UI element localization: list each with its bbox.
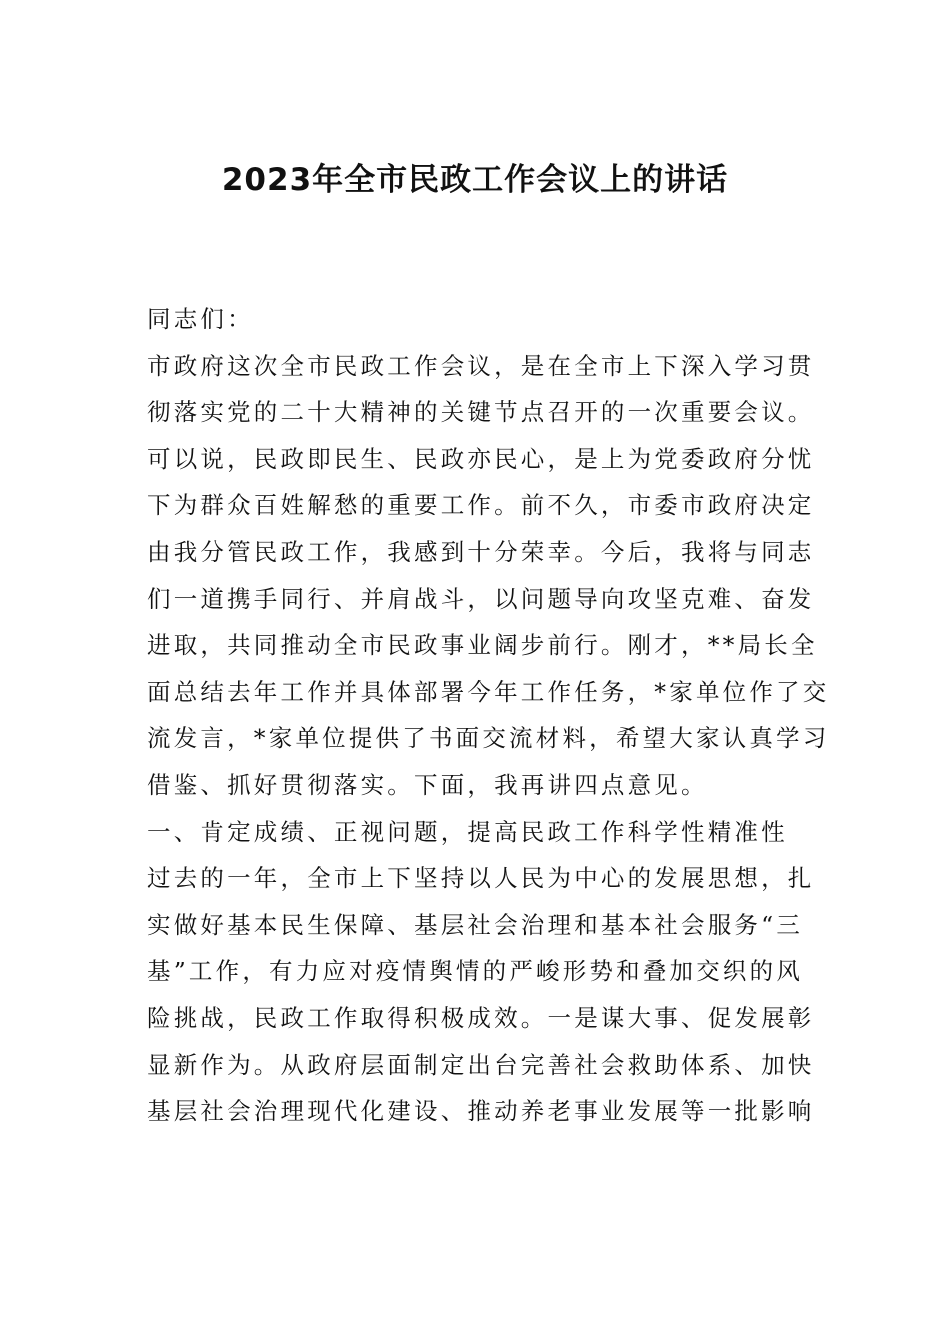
body-line: 过去的一年，全市上下坚持以人民为中心的发展思想，扎	[147, 864, 815, 893]
body-line: 借鉴、抓好贯彻落实。下面，我再讲四点意见。	[147, 770, 708, 799]
body-line: 基层社会治理现代化建设、推动养老事业发展等一批影响	[147, 1097, 815, 1126]
body-line: 面总结去年工作并具体部署今年工作任务，*家单位作了交	[147, 677, 830, 706]
body-line: 流发言，*家单位提供了书面交流材料，希望大家认真学习	[147, 724, 830, 753]
body-line: 们一道携手同行、并肩战斗，以问题导向攻坚克难、奋发	[147, 584, 815, 613]
body-line: 可以说，民政即民生、民政亦民心，是上为党委政府分忧	[147, 444, 815, 473]
body-line: 险挑战，民政工作取得积极成效。一是谋大事、促发展彰	[147, 1003, 815, 1032]
body-line: 基”工作，有力应对疫情舆情的严峻形势和叠加交织的风	[147, 957, 804, 986]
body-line: 由我分管民政工作，我感到十分荣幸。今后，我将与同志	[147, 537, 815, 566]
body-line: 进取，共同推动全市民政事业阔步前行。刚才，**局长全	[147, 631, 818, 660]
section-heading-line: 一、肯定成绩、正视问题，提高民政工作科学性精准性	[147, 817, 788, 846]
body-line: 下为群众百姓解愁的重要工作。前不久，市委市政府决定	[147, 491, 815, 520]
body-line: 市政府这次全市民政工作会议，是在全市上下深入学习贯	[147, 351, 815, 380]
document-title: 2023年全市民政工作会议上的讲话	[221, 162, 729, 198]
document-body	[147, 296, 830, 1135]
body-line: 彻落实党的二十大精神的关键节点召开的一次重要会议。	[147, 398, 815, 427]
body-line: 显新作为。从政府层面制定出台完善社会救助体系、加快	[147, 1050, 815, 1079]
salutation-line: 同志们：	[147, 305, 254, 333]
body-line: 实做好基本民生保障、基层社会治理和基本社会服务“三	[147, 910, 804, 939]
